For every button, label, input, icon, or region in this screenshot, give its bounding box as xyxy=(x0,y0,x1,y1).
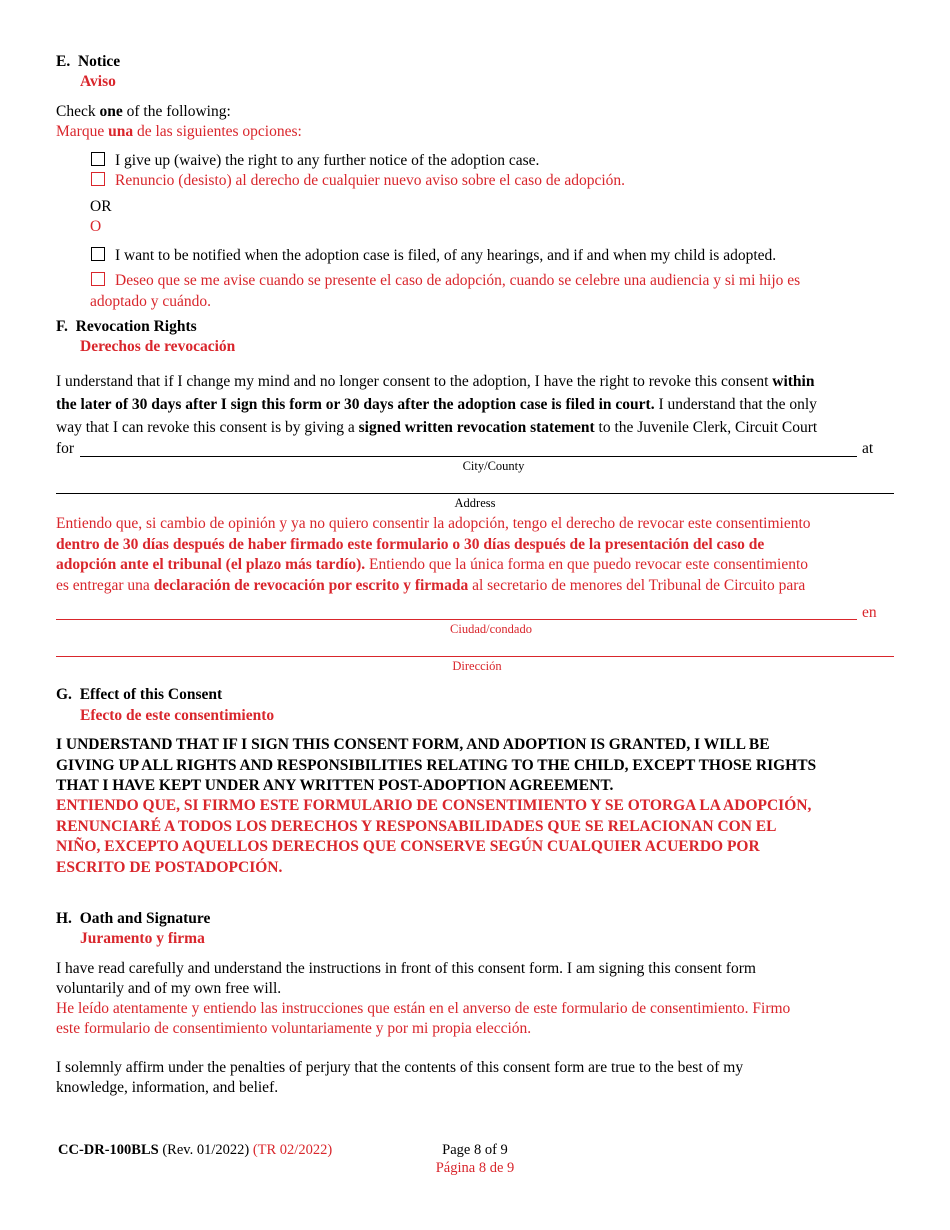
notify-checkbox-es[interactable] xyxy=(91,272,105,286)
city-county-field[interactable] xyxy=(80,456,857,457)
revocation-text-es: Entiendo que, si cambio de opinión y ya no quiero consentir la adopción, tengo el derecho de revocar este consentimiento dentro de 30 días después de haber firmado este formulario o 30 días después de la presentación del caso de adopción ante el tribunal (el plazo más tardío). Entiendo que la única forma en que puedo revocar este consentimiento es entregar una declaración de revocación por escrito y firmada al secretario de menores del Tribunal de Circuito para xyxy=(56,515,811,594)
or-label-es: O xyxy=(90,218,102,235)
city-county-caption: City/County xyxy=(462,459,525,473)
waive-notice-checkbox[interactable] xyxy=(91,152,105,166)
address-caption: Address xyxy=(454,496,496,510)
notify-checkbox[interactable] xyxy=(91,247,105,261)
section-g-heading-es: Efecto de este consentimiento xyxy=(80,707,275,724)
section-f-heading: F. Revocation Rights xyxy=(56,318,197,335)
page-number-es: Página 8 de 9 xyxy=(435,1160,515,1176)
oath-text-es: He leído atentamente y entiendo las instrucciones que están en el anverso de este formulario de consentimiento. Firmo este formulario de consentimiento voluntariamente y por mi propia elección. xyxy=(56,1000,791,1037)
effect-text-es: ENTIENDO QUE, SI FIRMO ESTE FORMULARIO DE CONSENTIMIENTO Y SE OTORGA LA ADOPCIÓN, RENUNCIARÉ A TODOS LOS DERECHOS Y RESPONSABILIDADES QUE SE RELACIONAN CON EL NIÑO, EXCEPTO AQUELLOS DERECHOS QUE CONSERVE SEGÚN CUALQUIER ACUERDO POR ESCRITO DE POSTADOPCIÓN. xyxy=(56,797,812,876)
notify-label-es-1: Deseo que se me avise cuando se presente el caso de adopción, cuando se celebre una audiencia y si mi hijo es xyxy=(115,272,801,289)
section-e-heading-es: Aviso xyxy=(80,73,116,90)
section-h-heading: H. Oath and Signature xyxy=(56,910,211,927)
revocation-text: I understand that if I change my mind and no longer consent to the adoption, I have the right to revoke this consent within the later of 30 days after I sign this form or 30 days after the adoption case is filed in court. I understand that the only way that I can revoke this consent is by giving a signed written revocation statement to the Juvenile Clerk, Circuit Court xyxy=(56,373,818,436)
page-number: Page 8 of 9 xyxy=(442,1142,508,1158)
notify-label-es-2: adoptado y cuándo. xyxy=(90,293,211,310)
waive-notice-label: I give up (waive) the right to any further notice of the adoption case. xyxy=(115,152,540,169)
or-label: OR xyxy=(90,198,112,215)
section-g-heading: G. Effect of this Consent xyxy=(56,686,223,703)
check-instruction-es: Marque una de las siguientes opciones: xyxy=(56,123,302,140)
oath-text: I have read carefully and understand the instructions in front of this consent form. I am signing this consent form voluntarily and of my own free will. xyxy=(56,960,756,997)
effect-text: I UNDERSTAND THAT IF I SIGN THIS CONSENT FORM, AND ADOPTION IS GRANTED, I WILL BE GIVING UP ALL RIGHTS AND RESPONSIBILITIES RELATING TO THE CHILD, EXCEPT THOSE RIGHTS THAT I HAVE KEPT UNDER ANY WRITTEN POST-ADOPTION AGREEMENT. xyxy=(56,736,817,794)
address-caption-es: Dirección xyxy=(452,659,502,673)
section-f-heading-es: Derechos de revocación xyxy=(80,338,236,355)
address-field[interactable] xyxy=(56,493,894,494)
address-field-es[interactable] xyxy=(56,656,894,657)
check-instruction: Check one of the following: xyxy=(56,103,231,120)
notify-label: I want to be notified when the adoption case is filed, of any hearings, and if and when my child is adopted. xyxy=(115,247,777,264)
waive-notice-checkbox-es[interactable] xyxy=(91,172,105,186)
section-e-heading: E. Notice xyxy=(56,53,121,70)
city-county-field-es[interactable] xyxy=(56,619,857,620)
for-label: for xyxy=(56,440,75,457)
section-h-heading-es: Juramento y firma xyxy=(80,930,205,947)
form-id: CC-DR-100BLS (Rev. 01/2022) (TR 02/2022) xyxy=(58,1142,333,1158)
at-label: at xyxy=(862,440,874,457)
affirmation-text: I solemnly affirm under the penalties of perjury that the contents of this consent form are true to the best of my knowledge, information, and belief. xyxy=(56,1059,744,1096)
waive-notice-label-es: Renuncio (desisto) al derecho de cualquier nuevo aviso sobre el caso de adopción. xyxy=(115,172,626,189)
city-county-caption-es: Ciudad/condado xyxy=(450,622,532,636)
en-label-es: en xyxy=(862,604,877,621)
